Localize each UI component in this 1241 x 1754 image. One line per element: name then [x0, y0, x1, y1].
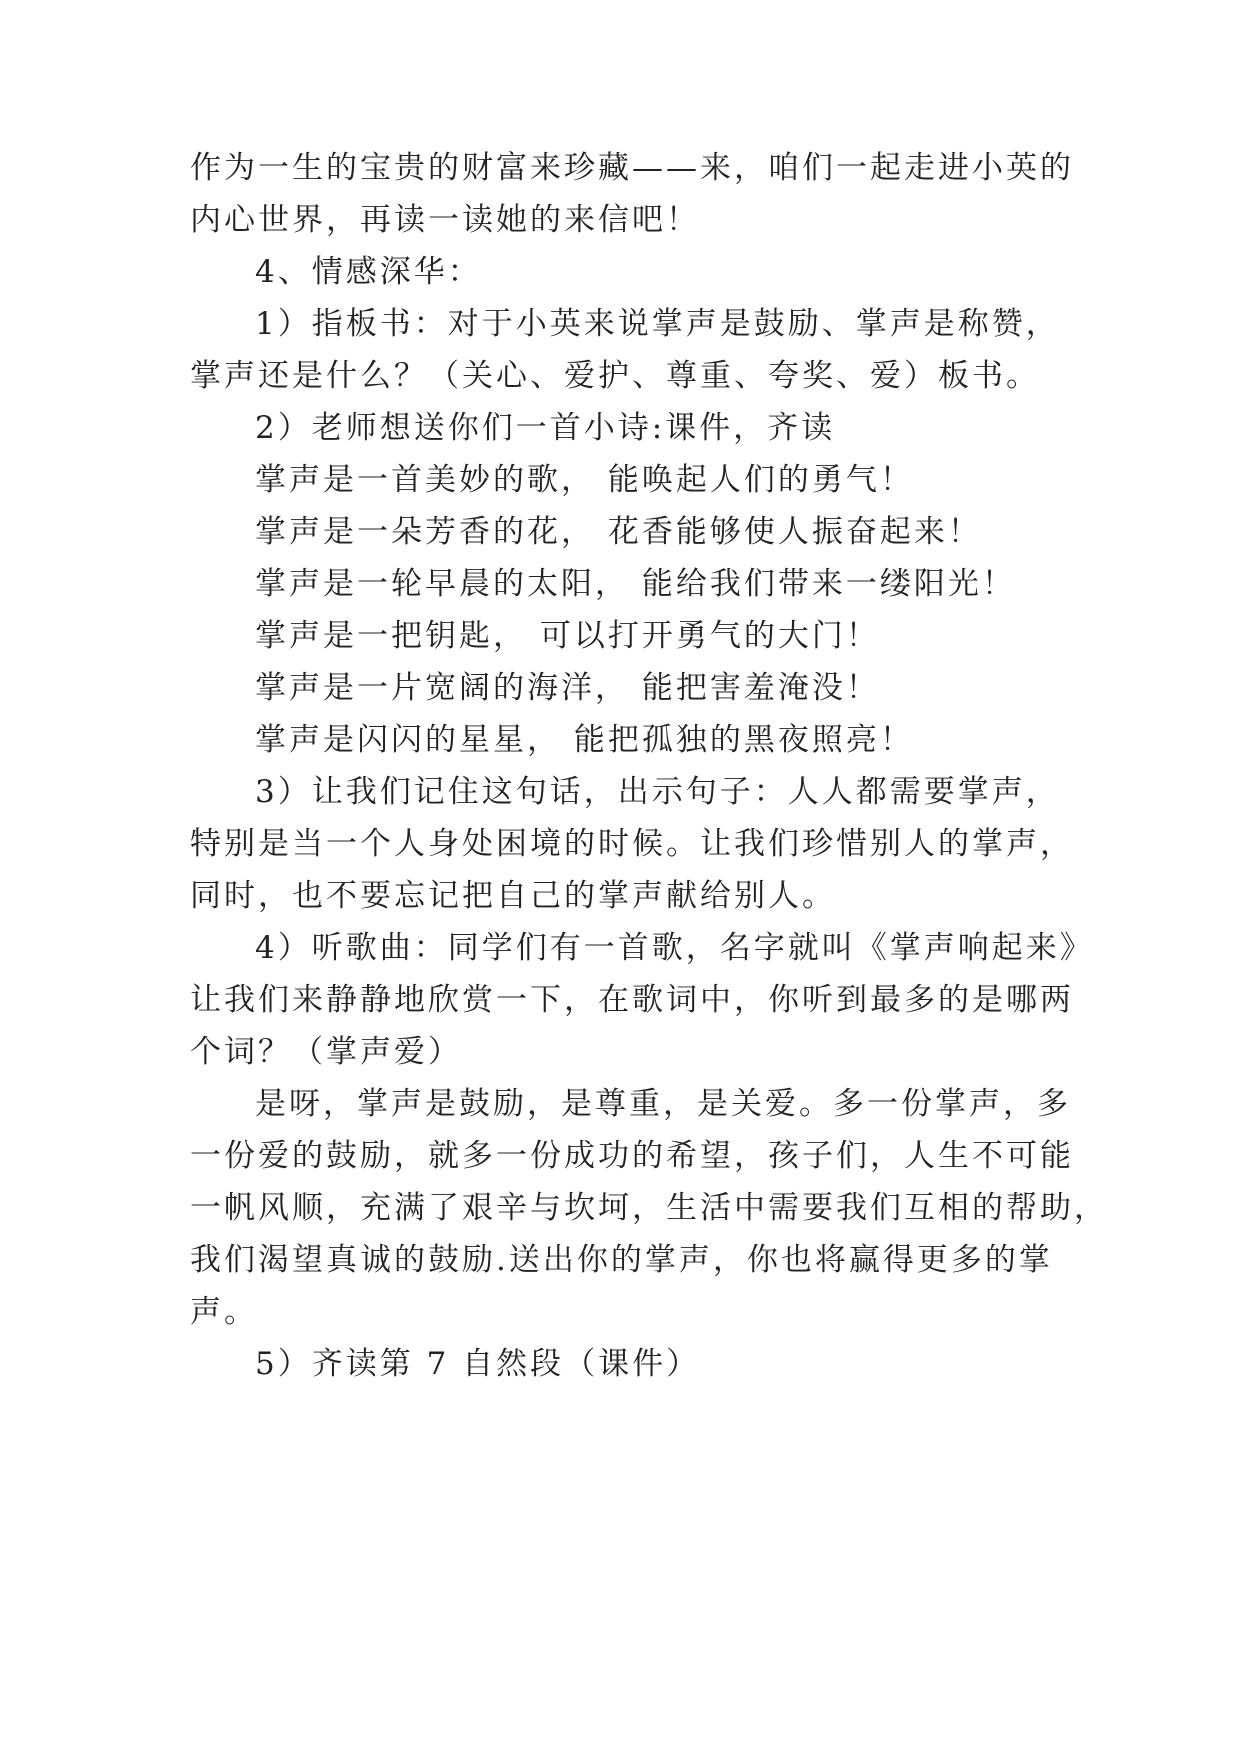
text-line: 我们渴望真诚的鼓励.送出你的掌声，你也将赢得更多的掌 [190, 1242, 1053, 1278]
poem-line: 掌声是一朵芳香的花， 花香能够使人振奋起来！ [255, 514, 982, 550]
text-line: 5）齐读第 7 自然段（课件） [255, 1346, 701, 1382]
text-line: 内心世界，再读一读她的来信吧！ [190, 202, 700, 238]
text-line: 特别是当一个人身处困境的时候。让我们珍惜别人的掌声， [190, 826, 1074, 862]
text-line: 同时，也不要忘记把自己的掌声献给别人。 [190, 878, 836, 914]
text-line: 一帆风顺，充满了艰辛与坎坷，生活中需要我们互相的帮助， [190, 1190, 1108, 1226]
text-line: 让我们来静静地欣赏一下，在歌词中，你听到最多的是哪两 [190, 982, 1074, 1018]
section-heading: 4、情感深华： [255, 254, 482, 290]
text-line: 声。 [190, 1294, 258, 1330]
poem-line: 掌声是一把钥匙， 可以打开勇气的大门！ [255, 618, 880, 654]
text-line: 是呀，掌声是鼓励，是尊重，是关爱。多一份掌声，多 [255, 1086, 1071, 1122]
poem-line: 掌声是一片宽阔的海洋， 能把害羞淹没！ [255, 670, 880, 706]
text-line: 个词？（掌声爱） [190, 1034, 462, 1070]
text-line: 一份爱的鼓励，就多一份成功的希望，孩子们，人生不可能 [190, 1138, 1074, 1174]
poem-line: 掌声是闪闪的星星， 能把孤独的黑夜照亮！ [255, 722, 914, 758]
text-line: 3）让我们记住这句话，出示句子：人人都需要掌声， [255, 774, 1060, 810]
text-line: 作为一生的宝贵的财富来珍藏——来，咱们一起走进小英的 [190, 150, 1074, 186]
text-line: 掌声还是什么？（关心、爱护、尊重、夸奖、爱）板书。 [190, 358, 1040, 394]
text-line: 2）老师想送你们一首小诗:课件，齐读 [255, 410, 836, 446]
poem-line: 掌声是一首美妙的歌， 能唤起人们的勇气！ [255, 462, 914, 498]
text-line: 4）听歌曲：同学们有一首歌，名字就叫《掌声响起来》 [255, 930, 1094, 966]
text-line: 1）指板书：对于小英来说掌声是鼓励、掌声是称赞， [255, 306, 1060, 342]
poem-line: 掌声是一轮早晨的太阳， 能给我们带来一缕阳光！ [255, 566, 1016, 602]
